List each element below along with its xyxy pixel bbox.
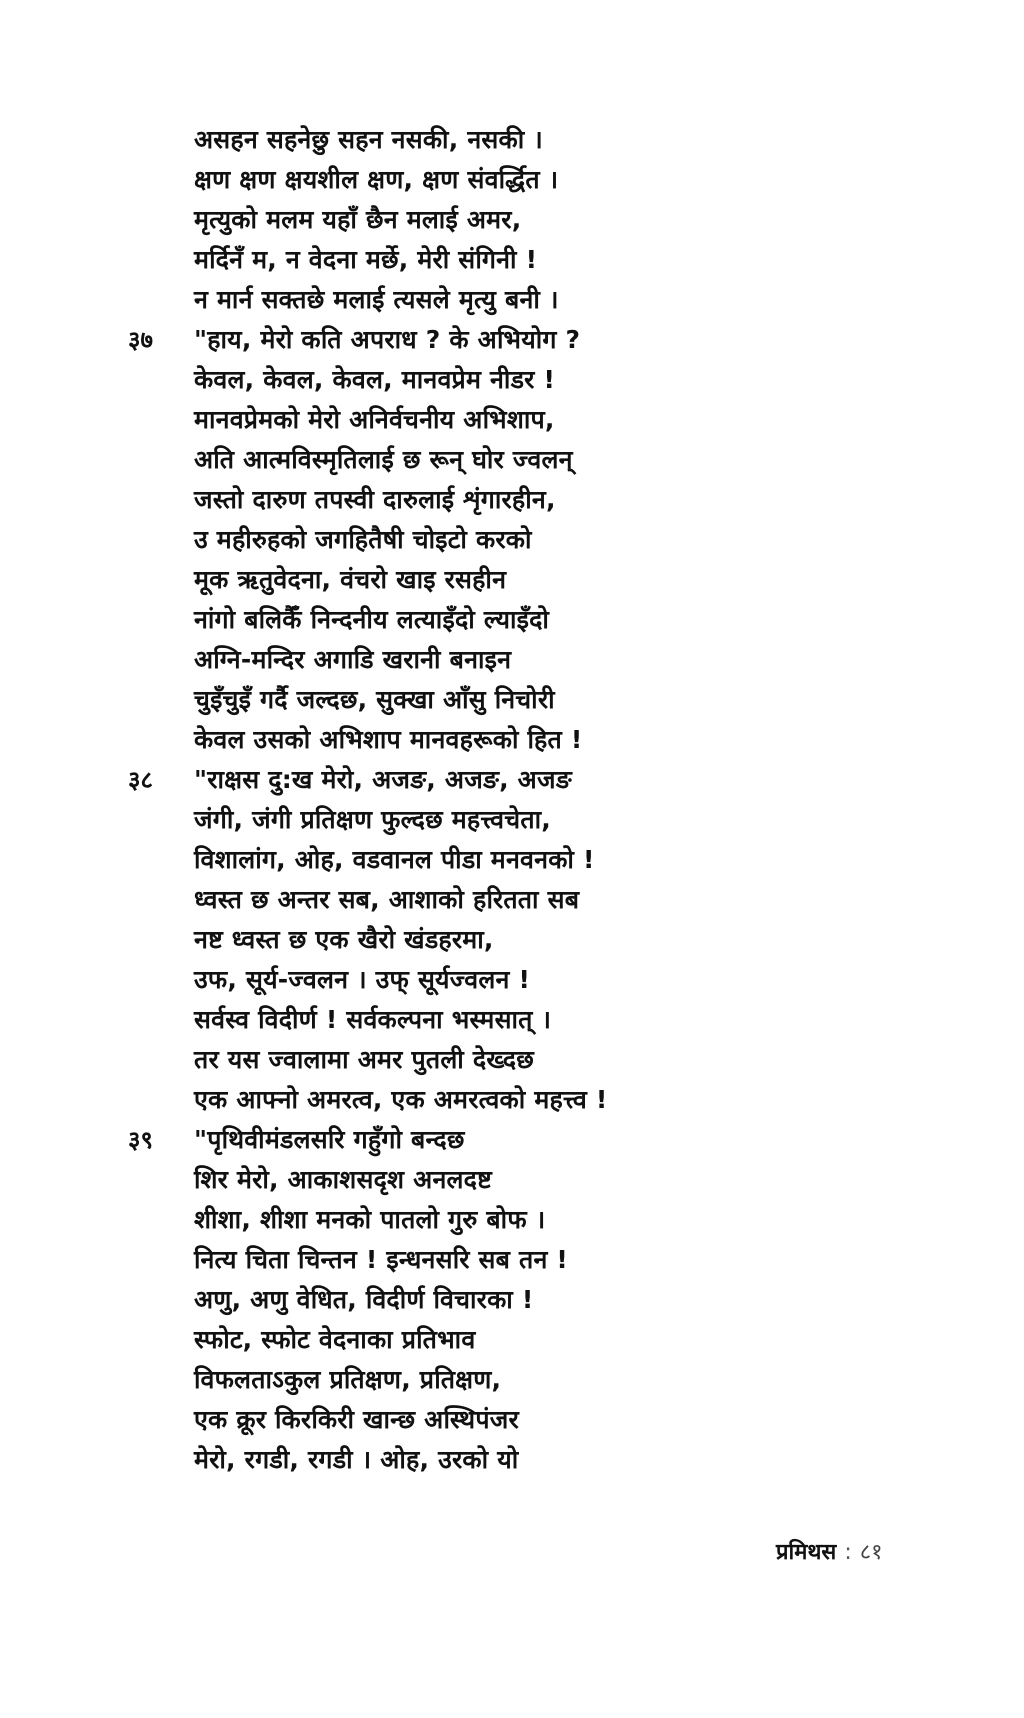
poem-line: जस्तो दारुण तपस्वी दारुलाई शृंगारहीन,	[194, 485, 556, 514]
poem-line: केवल, केवल, केवल, मानवप्रेम नीडर !	[194, 365, 556, 394]
poem-line: स्फोट, स्फोट वेदनाका प्रतिभाव	[194, 1325, 476, 1354]
poem-line: तर यस ज्वालामा अमर पुतली देख्दछ	[194, 1045, 534, 1074]
book-title: प्रमिथस	[776, 1540, 837, 1565]
poem-line: मेरो, रगडी, रगडी । ओह, उरको यो	[194, 1445, 519, 1474]
poem-line: न मार्न सक्तछे मलाई त्यसले मृत्यु बनी ।	[194, 285, 559, 314]
poem-line: चुइँचुइँ गर्दै जल्दछ, सुक्खा आँसु निचोरी	[194, 685, 555, 714]
poem-line: एक क्रूर किरकिरी खान्छ अस्थिपंजर	[194, 1405, 519, 1434]
poem-line: उफ, सूर्य-ज्वलन । उफ् सूर्यज्वलन !	[194, 965, 531, 994]
poem-line: अणु, अणु वेधित, विदीर्ण विचारका !	[194, 1285, 534, 1314]
poem-line: "राक्षस दु:ख मेरो, अजङ, अजङ, अजङ	[194, 765, 572, 794]
poem-line: ध्वस्त छ अन्तर सब, आशाको हरितता सब	[194, 885, 580, 914]
poem-line: नष्ट ध्वस्त छ एक खैरो खंडहरमा,	[194, 925, 494, 954]
poem-line: अग्नि-मन्दिर अगाडि खरानी बनाइन	[194, 645, 512, 674]
stanza-number: ३७	[128, 326, 153, 354]
poem-line: "पृथिवीमंडलसरि गहुँगो बन्दछ	[194, 1125, 465, 1154]
poem-line: एक आफ्नो अमरत्व, एक अमरत्वको महत्त्व !	[194, 1085, 608, 1114]
poem-line: "हाय, मेरो कति अपराध ? के अभियोग ?	[194, 325, 581, 354]
poem-line: मर्दिनँ म, न वेदना मर्छे, मेरी संगिनी !	[194, 245, 538, 274]
poem-line: जंगी, जंगी प्रतिक्षण फुल्दछ महत्त्वचेता,	[194, 805, 551, 834]
poem-line: क्षण क्षण क्षयशील क्षण, क्षण संवर्द्धित ।	[194, 165, 559, 194]
poem-line: विफलताऽकुल प्रतिक्षण, प्रतिक्षण,	[194, 1365, 502, 1394]
stanza-number: ३९	[128, 1126, 153, 1154]
poem-line: मानवप्रेमको मेरो अनिर्वचनीय अभिशाप,	[194, 405, 555, 434]
poem-line: अति आत्मविस्मृतिलाई छ रून् घोर ज्वलन्	[194, 445, 573, 474]
footer-separator: :	[844, 1540, 852, 1565]
poem-line: नांगो बलिकैँ निन्दनीय लत्याइँदो ल्याइँदो	[194, 605, 550, 634]
poem-line: विशालांग, ओह, वडवानल पीडा मनवनको !	[194, 845, 595, 874]
poem-line: उ महीरुहको जगहितैषी चोइटो करको	[194, 525, 532, 554]
poem-line: केवल उसको अभिशाप मानवहरूको हित !	[194, 725, 583, 754]
page-number: ८१	[859, 1540, 883, 1565]
poem-line: मृत्युको मलम यहाँ छैन मलाई अमर,	[194, 205, 522, 234]
poem-line: असहन सहनेछु सहन नसकी, नसकी ।	[194, 125, 543, 154]
page-footer	[776, 1538, 883, 1568]
stanza-number: ३८	[128, 766, 153, 794]
poem-line: शीशा, शीशा मनको पातलो गुरु बोफ ।	[194, 1205, 546, 1234]
poem-line: सर्वस्व विदीर्ण ! सर्वकल्पना भस्मसात् ।	[194, 1005, 552, 1034]
poem-line: नित्य चिता चिन्तन ! इन्धनसरि सब तन !	[194, 1245, 569, 1274]
poem-line: शिर मेरो, आकाशसदृश अनलदष्ट	[194, 1165, 492, 1194]
poem-line: मूक ऋतुवेदना, वंचरो खाइ रसहीन	[194, 565, 507, 594]
